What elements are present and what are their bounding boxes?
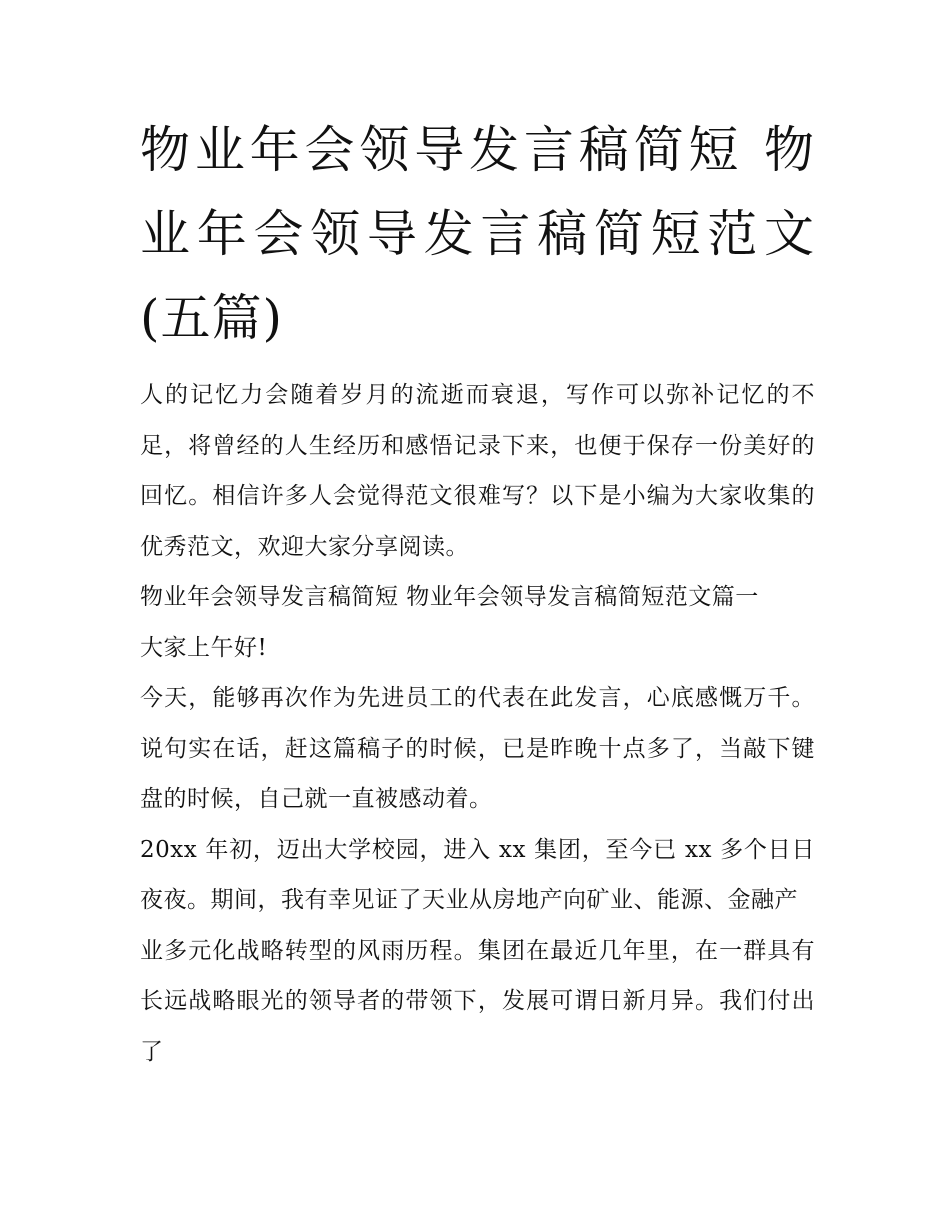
paragraph-history: 20xx 年初，迈出大学校园，进入 xx 集团，至今已 xx 多个日日夜夜。期间，我有幸见证了天业从房地产向矿业、能源、金融产 <box>140 836 815 913</box>
paragraph-opening: 今天，能够再次作为先进员工的代表在此发言，心底感慨万千。说句实在话，赶这篇稿子的时候，已是昨晚十点多了，当敲下键盘的时候，自己就一直被感动着。 <box>140 685 815 812</box>
document-title: 物业年会领导发言稿简短 物业年会领导发言稿简短范文(五篇) <box>140 121 815 347</box>
document-page <box>140 108 815 1077</box>
paragraph-greeting: 大家上午好! <box>140 634 268 661</box>
paragraph-intro: 人的记忆力会随着岁月的流逝而衰退，写作可以弥补记忆的不足，将曾经的人生经历和感悟记录下来，也便于保存一份美好的回忆。相信许多人会觉得范文很难写？以下是小编为大家收集的优秀范文，欢迎大家分享阅读。 <box>140 382 815 560</box>
paragraph-section-heading: 物业年会领导发言稿简短 物业年会领导发言稿简短范文篇一 <box>140 584 759 610</box>
paragraph-development: 业多元化战略转型的风雨历程。集团在最近几年里，在一群具有长远战略眼光的领导者的带领下，发展可谓日新月异。我们付出了 <box>140 937 815 1065</box>
